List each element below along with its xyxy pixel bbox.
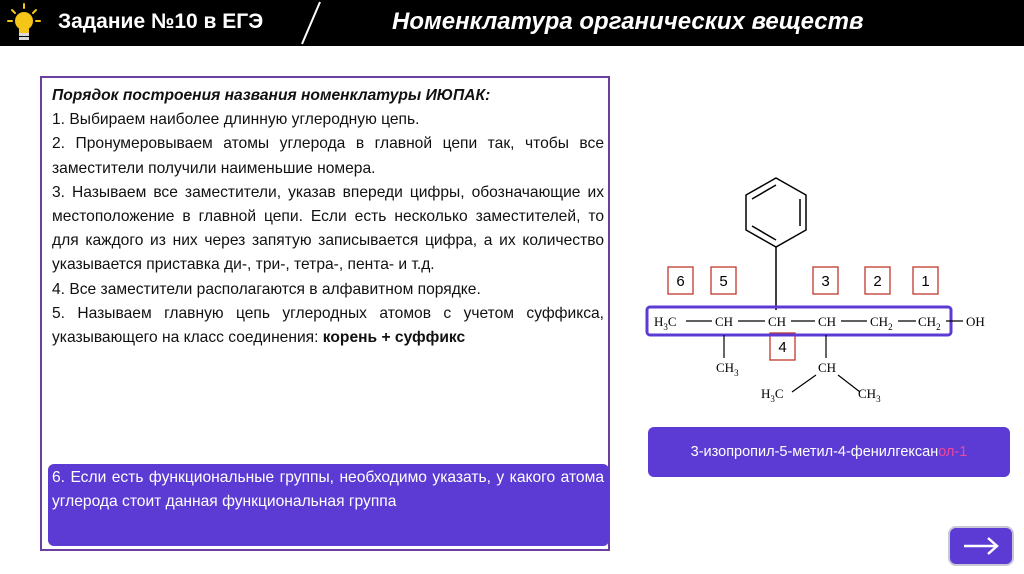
- chain-ch2-1: $CH_2$: [918, 314, 941, 332]
- rule-item-5-bold: корень + суффикс: [322, 329, 466, 347]
- sub-ch: CH: [818, 360, 837, 375]
- structure-diagram: [640, 170, 985, 410]
- chain-oh: OH: [966, 314, 985, 329]
- rule-item-1: 1. Выбираем наиболее длинную углеродную цепь.: [52, 111, 420, 129]
- number-5: 5: [719, 273, 728, 290]
- lightbulb-icon: [6, 2, 42, 44]
- benzene-double-bonds: [752, 185, 800, 240]
- rule-item-5-text: 5. Называем главную цепь углеродных атомов с учетом суффикса, указывающего на класс соединения:: [52, 304, 604, 347]
- divider-slash: [292, 0, 332, 46]
- sub-ch3-right: $CH_3$: [858, 386, 881, 404]
- chain-h3c: $H_3C$: [654, 314, 677, 332]
- rule-item-3: 3. Называем все заместители, указав впереди цифры, обозначающие их местоположение в главной цепи. Если есть несколько заместителей, то для каждого из них через запятую записывается цифра, а их количество указывается приставка ди-, три-, тетра-, пента- и т.д.: [52, 183, 604, 274]
- rules-panel: [40, 76, 610, 551]
- task-label: Задание №10 в ЕГЭ: [58, 10, 264, 33]
- rule-item-6: 6. Если есть функциональные группы, необходимо указать, у какого атома углерода стоит данная функциональная группа: [52, 469, 604, 511]
- sub-ch3-left: $CH_3$: [716, 360, 739, 378]
- next-button[interactable]: [948, 526, 1014, 566]
- answer-suffix: ол-1: [938, 444, 968, 460]
- rule-item-5: [52, 302, 604, 350]
- number-6: 6: [676, 273, 685, 290]
- arrow-right-icon: [950, 528, 1012, 564]
- sub-h3c: $H_3C$: [761, 386, 784, 404]
- page-title: Номенклатура органических веществ: [392, 8, 864, 35]
- rule-item-4: 4. Все заместители располагаются в алфавитном порядке.: [52, 280, 481, 298]
- benzene-ring: [746, 178, 806, 247]
- chain-ch2-2: $CH_2$: [870, 314, 893, 332]
- chain-ch-3: CH: [818, 314, 837, 329]
- chain-ch-4: CH: [768, 314, 787, 329]
- answer-box: [648, 427, 1010, 477]
- rules-text: [52, 84, 604, 350]
- rules-heading: Порядок построения названия номенклатуры ИЮПАК:: [52, 87, 491, 104]
- answer-name: 3-изопропил-5-метил-4-фенилгексан: [690, 444, 939, 460]
- number-4: 4: [778, 339, 787, 356]
- number-3: 3: [821, 273, 830, 290]
- number-2: 2: [873, 273, 882, 290]
- rule-item-2: 2. Пронумеровываем атомы углерода в главной цепи так, чтобы все заместители получили наименьшие номера.: [52, 135, 604, 177]
- chain-ch-5: CH: [715, 314, 734, 329]
- top-bar: [0, 0, 1024, 46]
- number-1: 1: [921, 273, 930, 290]
